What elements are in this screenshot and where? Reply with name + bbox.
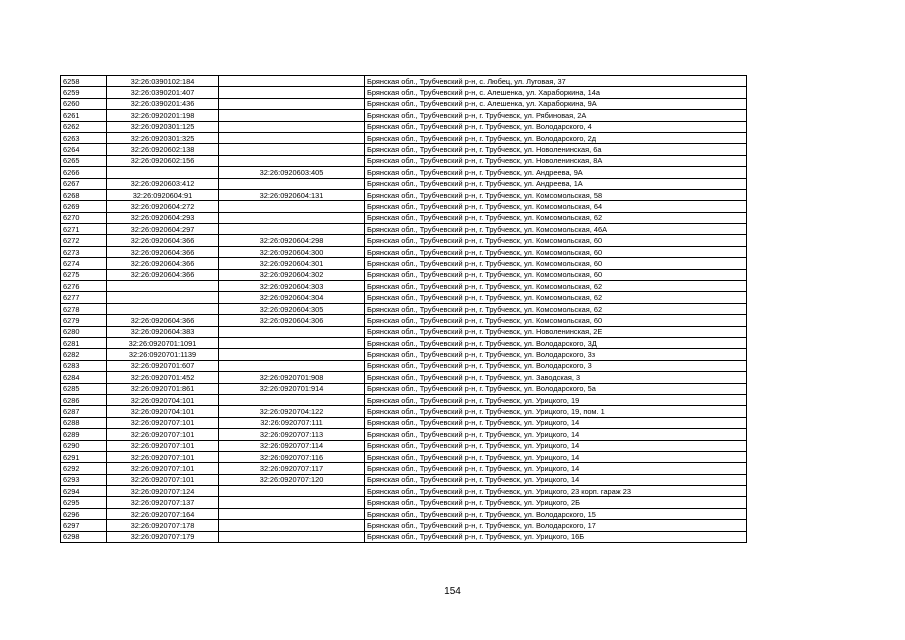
cadastral-number-cell: 32:26:0920301:325 bbox=[107, 132, 219, 143]
address-cell: Брянская обл., Трубчевский р-н, г. Трубчевск, ул. Комсомольская, 62 bbox=[365, 212, 747, 223]
table-row bbox=[61, 303, 747, 314]
cadastral-number-cell bbox=[107, 292, 219, 303]
address-cell: Брянская обл., Трубчевский р-н, г. Трубчевск, ул. Комсомольская, 62 bbox=[365, 281, 747, 292]
table-row bbox=[61, 474, 747, 485]
row-number-cell: 6262 bbox=[61, 121, 107, 132]
cadastral-number-cell: 32:26:0920707:101 bbox=[107, 429, 219, 440]
table-row bbox=[61, 121, 747, 132]
related-cadastral-number-cell: 32:26:0920604:305 bbox=[219, 303, 365, 314]
table-row bbox=[61, 87, 747, 98]
row-number-cell: 6288 bbox=[61, 417, 107, 428]
table-row bbox=[61, 110, 747, 121]
row-number-cell: 6284 bbox=[61, 372, 107, 383]
table-row bbox=[61, 155, 747, 166]
related-cadastral-number-cell: 32:26:0920604:303 bbox=[219, 281, 365, 292]
address-cell: Брянская обл., Трубчевский р-н, г. Трубчевск, ул. Урицкого, 14 bbox=[365, 429, 747, 440]
address-cell: Брянская обл., Трубчевский р-н, г. Трубчевск, ул. Комсомольская, 60 bbox=[365, 269, 747, 280]
cadastral-number-cell bbox=[107, 281, 219, 292]
cadastral-number-cell: 32:26:0390201:407 bbox=[107, 87, 219, 98]
related-cadastral-number-cell: 32:26:0920707:116 bbox=[219, 451, 365, 462]
address-cell: Брянская обл., Трубчевский р-н, г. Трубчевск, ул. Володарского, 15 bbox=[365, 508, 747, 519]
table-row bbox=[61, 531, 747, 542]
related-cadastral-number-cell bbox=[219, 132, 365, 143]
address-cell: Брянская обл., Трубчевский р-н, г. Трубчевск, ул. Урицкого, 14 bbox=[365, 440, 747, 451]
related-cadastral-number-cell: 32:26:0920604:301 bbox=[219, 258, 365, 269]
address-cell: Брянская обл., Трубчевский р-н, г. Трубчевск, ул. Комсомольская, 46А bbox=[365, 224, 747, 235]
table-row bbox=[61, 178, 747, 189]
row-number-cell: 6278 bbox=[61, 303, 107, 314]
related-cadastral-number-cell bbox=[219, 531, 365, 542]
related-cadastral-number-cell bbox=[219, 155, 365, 166]
table-row bbox=[61, 372, 747, 383]
cadastral-number-cell: 32:26:0920707:101 bbox=[107, 451, 219, 462]
table-row bbox=[61, 508, 747, 519]
cadastral-number-cell: 32:26:0920701:1091 bbox=[107, 337, 219, 348]
cadastral-number-cell: 32:26:0390102:184 bbox=[107, 76, 219, 87]
related-cadastral-number-cell: 32:26:0920701:908 bbox=[219, 372, 365, 383]
row-number-cell: 6265 bbox=[61, 155, 107, 166]
cadastral-number-cell: 32:26:0920602:138 bbox=[107, 144, 219, 155]
row-number-cell: 6267 bbox=[61, 178, 107, 189]
row-number-cell: 6263 bbox=[61, 132, 107, 143]
row-number-cell: 6275 bbox=[61, 269, 107, 280]
address-cell: Брянская обл., Трубчевский р-н, г. Трубчевск, ул. Урицкого, 16Б bbox=[365, 531, 747, 542]
cadastral-number-cell: 32:26:0920707:164 bbox=[107, 508, 219, 519]
table-row bbox=[61, 292, 747, 303]
page-number: 154 bbox=[444, 586, 461, 597]
address-cell: Брянская обл., Трубчевский р-н, г. Трубчевск, ул. Володарского, 3 bbox=[365, 360, 747, 371]
row-number-cell: 6295 bbox=[61, 497, 107, 508]
related-cadastral-number-cell: 32:26:0920707:120 bbox=[219, 474, 365, 485]
table-row bbox=[61, 167, 747, 178]
cadastral-number-cell: 32:26:0920604:366 bbox=[107, 269, 219, 280]
row-number-cell: 6276 bbox=[61, 281, 107, 292]
address-cell: Брянская обл., Трубчевский р-н, г. Трубчевск, ул. Володарского, 5а bbox=[365, 383, 747, 394]
row-number-cell: 6264 bbox=[61, 144, 107, 155]
related-cadastral-number-cell: 32:26:0920701:914 bbox=[219, 383, 365, 394]
table-row bbox=[61, 337, 747, 348]
address-cell: Брянская обл., Трубчевский р-н, г. Трубчевск, ул. Андреева, 1А bbox=[365, 178, 747, 189]
address-cell: Брянская обл., Трубчевский р-н, г. Трубчевск, ул. Комсомольская, 60 bbox=[365, 235, 747, 246]
row-number-cell: 6270 bbox=[61, 212, 107, 223]
cadastral-number-cell: 32:26:0920604:297 bbox=[107, 224, 219, 235]
row-number-cell: 6281 bbox=[61, 337, 107, 348]
table-row bbox=[61, 258, 747, 269]
row-number-cell: 6298 bbox=[61, 531, 107, 542]
row-number-cell: 6272 bbox=[61, 235, 107, 246]
table-row bbox=[61, 486, 747, 497]
address-cell: Брянская обл., Трубчевский р-н, г. Трубчевск, ул. Новоленинская, 8А bbox=[365, 155, 747, 166]
cadastral-number-cell: 32:26:0920604:272 bbox=[107, 201, 219, 212]
cadastral-number-cell: 32:26:0920604:366 bbox=[107, 258, 219, 269]
address-cell: Брянская обл., Трубчевский р-н, г. Трубчевск, ул. Володарского, 17 bbox=[365, 520, 747, 531]
related-cadastral-number-cell: 32:26:0920604:131 bbox=[219, 189, 365, 200]
cadastral-number-cell: 32:26:0920604:91 bbox=[107, 189, 219, 200]
address-cell: Брянская обл., Трубчевский р-н, г. Трубчевск, ул. Урицкого, 19 bbox=[365, 394, 747, 405]
registry-table-body bbox=[61, 76, 747, 543]
related-cadastral-number-cell: 32:26:0920603:405 bbox=[219, 167, 365, 178]
address-cell: Брянская обл., Трубчевский р-н, г. Трубчевск, ул. Андреева, 9А bbox=[365, 167, 747, 178]
address-cell: Брянская обл., Трубчевский р-н, г. Трубчевск, ул. Комсомольская, 64 bbox=[365, 201, 747, 212]
table-row bbox=[61, 406, 747, 417]
row-number-cell: 6291 bbox=[61, 451, 107, 462]
cadastral-number-cell: 32:26:0920701:452 bbox=[107, 372, 219, 383]
related-cadastral-number-cell: 32:26:0920707:111 bbox=[219, 417, 365, 428]
address-cell: Брянская обл., Трубчевский р-н, г. Трубчевск, ул. Комсомольская, 58 bbox=[365, 189, 747, 200]
address-cell: Брянская обл., Трубчевский р-н, с. Алешенка, ул. Хараборкина, 9А bbox=[365, 98, 747, 109]
address-cell: Брянская обл., Трубчевский р-н, с. Алешенка, ул. Хараборкина, 14а bbox=[365, 87, 747, 98]
address-cell: Брянская обл., Трубчевский р-н, г. Трубчевск, ул. Володарского, 2д bbox=[365, 132, 747, 143]
cadastral-number-cell: 32:26:0920604:366 bbox=[107, 315, 219, 326]
row-number-cell: 6280 bbox=[61, 326, 107, 337]
table-row bbox=[61, 269, 747, 280]
table-row bbox=[61, 201, 747, 212]
row-number-cell: 6286 bbox=[61, 394, 107, 405]
cadastral-number-cell: 32:26:0920604:366 bbox=[107, 235, 219, 246]
related-cadastral-number-cell bbox=[219, 508, 365, 519]
related-cadastral-number-cell: 32:26:0920604:298 bbox=[219, 235, 365, 246]
cadastral-number-cell: 32:26:0920701:607 bbox=[107, 360, 219, 371]
related-cadastral-number-cell: 32:26:0920704:122 bbox=[219, 406, 365, 417]
row-number-cell: 6261 bbox=[61, 110, 107, 121]
cadastral-number-cell: 32:26:0920701:861 bbox=[107, 383, 219, 394]
cadastral-number-cell: 32:26:0920707:179 bbox=[107, 531, 219, 542]
related-cadastral-number-cell bbox=[219, 497, 365, 508]
table-row bbox=[61, 520, 747, 531]
table-row bbox=[61, 451, 747, 462]
cadastral-number-cell: 32:26:0920604:366 bbox=[107, 246, 219, 257]
address-cell: Брянская обл., Трубчевский р-н, с. Любец, ул. Луговая, 37 bbox=[365, 76, 747, 87]
row-number-cell: 6294 bbox=[61, 486, 107, 497]
row-number-cell: 6285 bbox=[61, 383, 107, 394]
table-row bbox=[61, 224, 747, 235]
address-cell: Брянская обл., Трубчевский р-н, г. Трубчевск, ул. Комсомольская, 60 bbox=[365, 258, 747, 269]
row-number-cell: 6260 bbox=[61, 98, 107, 109]
cadastral-number-cell bbox=[107, 303, 219, 314]
table-row bbox=[61, 212, 747, 223]
cadastral-number-cell: 32:26:0920707:178 bbox=[107, 520, 219, 531]
cadastral-number-cell: 32:26:0920604:383 bbox=[107, 326, 219, 337]
cadastral-number-cell: 32:26:0920201:198 bbox=[107, 110, 219, 121]
cadastral-number-cell: 32:26:0920707:101 bbox=[107, 417, 219, 428]
address-cell: Брянская обл., Трубчевский р-н, г. Трубчевск, ул. Новоленинская, 6а bbox=[365, 144, 747, 155]
row-number-cell: 6279 bbox=[61, 315, 107, 326]
cadastral-number-cell: 32:26:0920604:293 bbox=[107, 212, 219, 223]
address-cell: Брянская обл., Трубчевский р-н, г. Трубчевск, ул. Комсомольская, 60 bbox=[365, 246, 747, 257]
related-cadastral-number-cell bbox=[219, 76, 365, 87]
address-cell: Брянская обл., Трубчевский р-н, г. Трубчевск, ул. Заводская, 3 bbox=[365, 372, 747, 383]
table-row bbox=[61, 235, 747, 246]
related-cadastral-number-cell bbox=[219, 110, 365, 121]
related-cadastral-number-cell: 32:26:0920707:117 bbox=[219, 463, 365, 474]
table-row bbox=[61, 246, 747, 257]
cadastral-number-cell: 32:26:0920301:125 bbox=[107, 121, 219, 132]
related-cadastral-number-cell bbox=[219, 178, 365, 189]
related-cadastral-number-cell bbox=[219, 201, 365, 212]
row-number-cell: 6274 bbox=[61, 258, 107, 269]
cadastral-number-cell: 32:26:0920707:124 bbox=[107, 486, 219, 497]
table-row bbox=[61, 349, 747, 360]
row-number-cell: 6297 bbox=[61, 520, 107, 531]
related-cadastral-number-cell bbox=[219, 87, 365, 98]
related-cadastral-number-cell bbox=[219, 394, 365, 405]
table-row bbox=[61, 463, 747, 474]
cadastral-number-cell: 32:26:0920707:101 bbox=[107, 440, 219, 451]
address-cell: Брянская обл., Трубчевский р-н, г. Трубчевск, ул. Новоленинская, 2Е bbox=[365, 326, 747, 337]
row-number-cell: 6282 bbox=[61, 349, 107, 360]
row-number-cell: 6269 bbox=[61, 201, 107, 212]
address-cell: Брянская обл., Трубчевский р-н, г. Трубчевск, ул. Урицкого, 2Б bbox=[365, 497, 747, 508]
address-cell: Брянская обл., Трубчевский р-н, г. Трубчевск, ул. Володарского, 4 bbox=[365, 121, 747, 132]
address-cell: Брянская обл., Трубчевский р-н, г. Трубчевск, ул. Урицкого, 19, пом. 1 bbox=[365, 406, 747, 417]
related-cadastral-number-cell bbox=[219, 212, 365, 223]
table-row bbox=[61, 383, 747, 394]
related-cadastral-number-cell: 32:26:0920707:113 bbox=[219, 429, 365, 440]
address-cell: Брянская обл., Трубчевский р-н, г. Трубчевск, ул. Володарского, 3Д bbox=[365, 337, 747, 348]
row-number-cell: 6268 bbox=[61, 189, 107, 200]
address-cell: Брянская обл., Трубчевский р-н, г. Трубчевск, ул. Урицкого, 14 bbox=[365, 463, 747, 474]
related-cadastral-number-cell bbox=[219, 224, 365, 235]
related-cadastral-number-cell bbox=[219, 360, 365, 371]
row-number-cell: 6266 bbox=[61, 167, 107, 178]
related-cadastral-number-cell bbox=[219, 326, 365, 337]
table-row bbox=[61, 394, 747, 405]
row-number-cell: 6293 bbox=[61, 474, 107, 485]
table-row bbox=[61, 326, 747, 337]
row-number-cell: 6273 bbox=[61, 246, 107, 257]
registry-table bbox=[60, 75, 747, 543]
related-cadastral-number-cell: 32:26:0920604:304 bbox=[219, 292, 365, 303]
cadastral-number-cell: 32:26:0920603:412 bbox=[107, 178, 219, 189]
row-number-cell: 6287 bbox=[61, 406, 107, 417]
table-row bbox=[61, 76, 747, 87]
table-row bbox=[61, 440, 747, 451]
address-cell: Брянская обл., Трубчевский р-н, г. Трубчевск, ул. Рябиновая, 2А bbox=[365, 110, 747, 121]
related-cadastral-number-cell: 32:26:0920604:302 bbox=[219, 269, 365, 280]
table-row bbox=[61, 189, 747, 200]
table-row bbox=[61, 497, 747, 508]
row-number-cell: 6283 bbox=[61, 360, 107, 371]
row-number-cell: 6296 bbox=[61, 508, 107, 519]
row-number-cell: 6271 bbox=[61, 224, 107, 235]
table-row bbox=[61, 315, 747, 326]
cadastral-number-cell: 32:26:0920707:137 bbox=[107, 497, 219, 508]
address-cell: Брянская обл., Трубчевский р-н, г. Трубчевск, ул. Урицкого, 14 bbox=[365, 451, 747, 462]
address-cell: Брянская обл., Трубчевский р-н, г. Трубчевск, ул. Володарского, 3з bbox=[365, 349, 747, 360]
address-cell: Брянская обл., Трубчевский р-н, г. Трубчевск, ул. Комсомольская, 60 bbox=[365, 315, 747, 326]
related-cadastral-number-cell bbox=[219, 144, 365, 155]
cadastral-number-cell: 32:26:0920704:101 bbox=[107, 406, 219, 417]
address-cell: Брянская обл., Трубчевский р-н, г. Трубчевск, ул. Комсомольская, 62 bbox=[365, 292, 747, 303]
address-cell: Брянская обл., Трубчевский р-н, г. Трубчевск, ул. Комсомольская, 62 bbox=[365, 303, 747, 314]
table-row bbox=[61, 429, 747, 440]
row-number-cell: 6289 bbox=[61, 429, 107, 440]
table-row bbox=[61, 360, 747, 371]
cadastral-number-cell: 32:26:0920704:101 bbox=[107, 394, 219, 405]
cadastral-number-cell: 32:26:0390201:436 bbox=[107, 98, 219, 109]
table-row bbox=[61, 144, 747, 155]
related-cadastral-number-cell bbox=[219, 486, 365, 497]
table-row bbox=[61, 132, 747, 143]
address-cell: Брянская обл., Трубчевский р-н, г. Трубчевск, ул. Урицкого, 14 bbox=[365, 417, 747, 428]
row-number-cell: 6258 bbox=[61, 76, 107, 87]
related-cadastral-number-cell bbox=[219, 520, 365, 531]
table-row bbox=[61, 98, 747, 109]
address-cell: Брянская обл., Трубчевский р-н, г. Трубчевск, ул. Урицкого, 23 корп. гараж 23 bbox=[365, 486, 747, 497]
cadastral-number-cell: 32:26:0920707:101 bbox=[107, 463, 219, 474]
address-cell: Брянская обл., Трубчевский р-н, г. Трубчевск, ул. Урицкого, 14 bbox=[365, 474, 747, 485]
related-cadastral-number-cell: 32:26:0920604:300 bbox=[219, 246, 365, 257]
row-number-cell: 6259 bbox=[61, 87, 107, 98]
related-cadastral-number-cell bbox=[219, 349, 365, 360]
related-cadastral-number-cell bbox=[219, 98, 365, 109]
cadastral-number-cell: 32:26:0920602:156 bbox=[107, 155, 219, 166]
related-cadastral-number-cell: 32:26:0920707:114 bbox=[219, 440, 365, 451]
cadastral-number-cell: 32:26:0920701:1139 bbox=[107, 349, 219, 360]
table-row bbox=[61, 417, 747, 428]
related-cadastral-number-cell bbox=[219, 121, 365, 132]
table-row bbox=[61, 281, 747, 292]
cadastral-number-cell bbox=[107, 167, 219, 178]
related-cadastral-number-cell bbox=[219, 337, 365, 348]
related-cadastral-number-cell: 32:26:0920604:306 bbox=[219, 315, 365, 326]
row-number-cell: 6290 bbox=[61, 440, 107, 451]
row-number-cell: 6277 bbox=[61, 292, 107, 303]
cadastral-number-cell: 32:26:0920707:101 bbox=[107, 474, 219, 485]
row-number-cell: 6292 bbox=[61, 463, 107, 474]
